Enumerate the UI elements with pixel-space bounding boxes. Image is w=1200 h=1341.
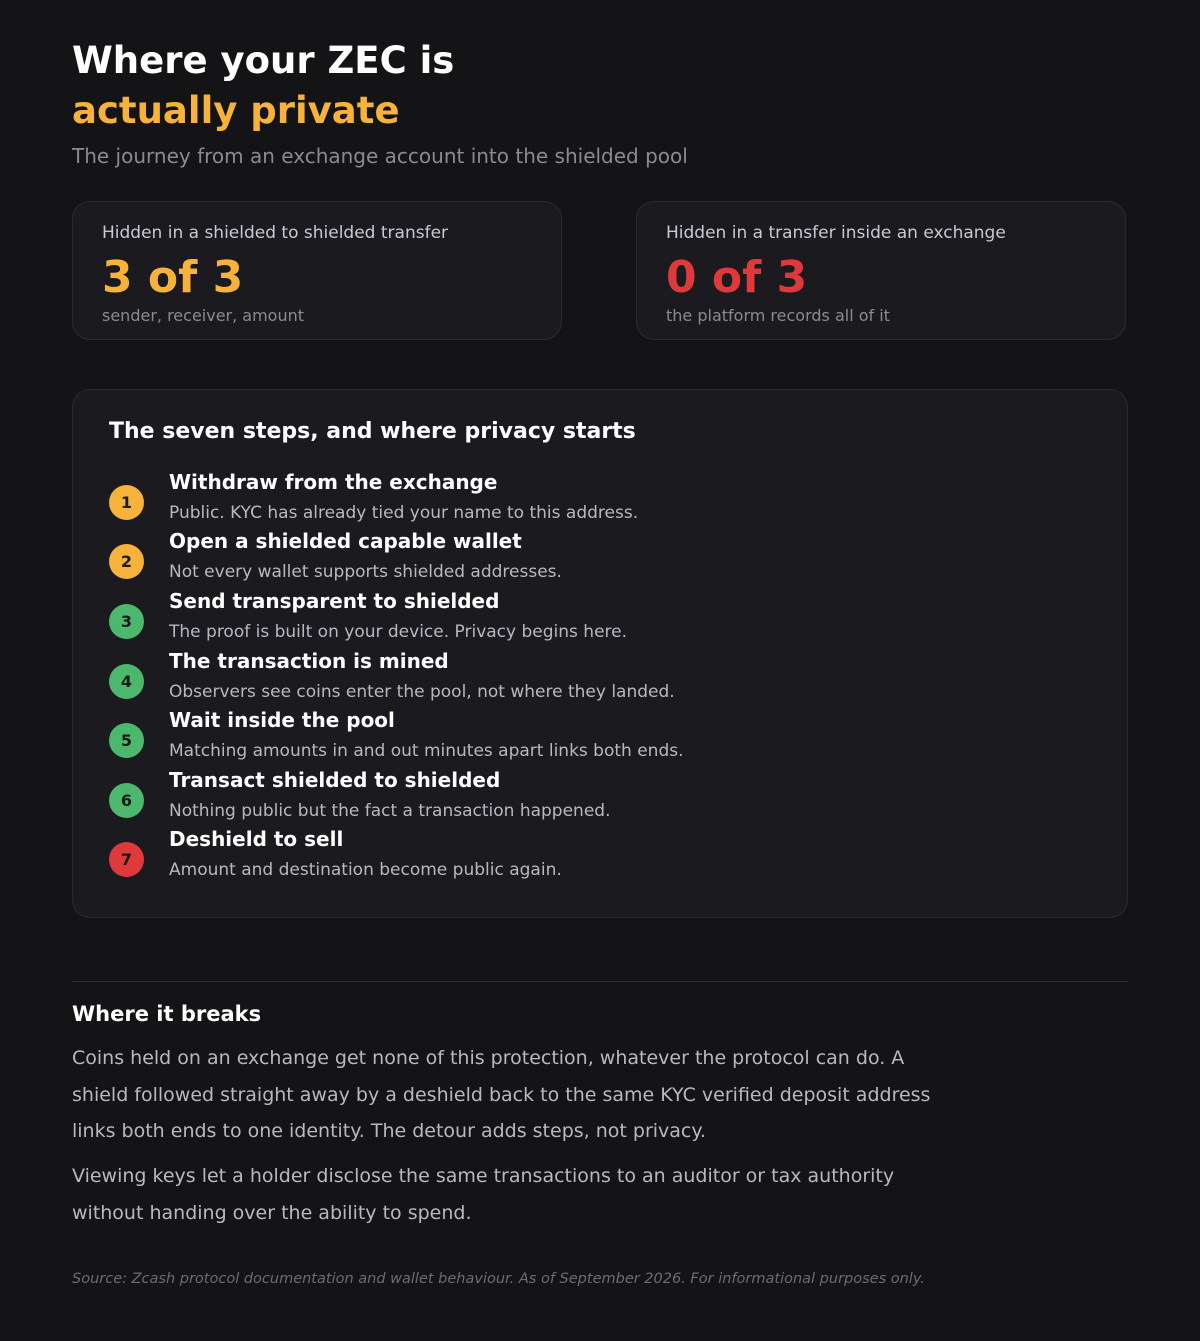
step-description: Nothing public but the fact a transaction happened.	[169, 801, 611, 821]
breaks-heading: Where it breaks	[72, 1002, 262, 1026]
step-number-badge: 4	[109, 664, 144, 699]
step-description: Matching amounts in and out minutes apart links both ends.	[169, 741, 684, 761]
step-title: Transact shielded to shielded	[169, 768, 501, 792]
step-number-badge: 5	[109, 723, 144, 758]
step-number-badge: 3	[109, 604, 144, 639]
step-number-badge: 6	[109, 783, 144, 818]
step-item	[109, 528, 1089, 588]
step-item	[109, 588, 1089, 648]
step-item	[109, 826, 1089, 886]
step-title: Wait inside the pool	[169, 708, 395, 732]
step-item	[109, 767, 1089, 827]
steps-card	[72, 389, 1128, 918]
breaks-paragraph: Coins held on an exchange get none of this protection, whatever the protocol can do. A shield followed straight away by a deshield back to the same KYC verified deposit address links both ends to one identity. The detour adds steps, not privacy.	[72, 1047, 931, 1142]
stat-value: 0 of 3	[666, 252, 808, 303]
stat-value: 3 of 3	[102, 252, 244, 303]
step-title: Withdraw from the exchange	[169, 470, 498, 494]
stat-note: the platform records all of it	[666, 306, 890, 325]
step-description: Public. KYC has already tied your name to this address.	[169, 503, 639, 523]
step-description: Observers see coins enter the pool, not where they landed.	[169, 682, 675, 702]
step-title: Deshield to sell	[169, 827, 344, 851]
page-title-highlight: actually private	[72, 89, 400, 132]
step-title: Open a shielded capable wallet	[169, 529, 522, 553]
step-item	[109, 648, 1089, 708]
stat-note: sender, receiver, amount	[102, 306, 305, 325]
step-number-badge: 2	[109, 544, 144, 579]
step-description: The proof is built on your device. Privacy begins here.	[169, 622, 628, 642]
step-description: Not every wallet supports shielded addresses.	[169, 562, 562, 582]
stat-label: Hidden in a transfer inside an exchange	[666, 223, 1006, 243]
step-item	[109, 707, 1089, 767]
step-description: Amount and destination become public again.	[169, 860, 562, 880]
page-subtitle: The journey from an exchange account into the shielded pool	[72, 144, 688, 168]
step-item	[109, 469, 1089, 529]
stat-card-exchange	[636, 201, 1126, 340]
section-divider	[72, 981, 1128, 982]
stat-card-shielded	[72, 201, 562, 340]
stat-label: Hidden in a shielded to shielded transfer	[102, 223, 449, 243]
steps-heading: The seven steps, and where privacy starts	[109, 419, 636, 444]
step-number-badge: 1	[109, 485, 144, 520]
step-title: The transaction is mined	[169, 649, 449, 673]
step-title: Send transparent to shielded	[169, 589, 500, 613]
page-title: Where your ZEC is	[72, 39, 455, 82]
step-number-badge: 7	[109, 842, 144, 877]
breaks-paragraph: Viewing keys let a holder disclose the same transactions to an auditor or tax authority without handing over the ability to spend.	[72, 1165, 895, 1224]
source-note: Source: Zcash protocol documentation and wallet behaviour. As of September 2026. For informational purposes only.	[72, 1271, 925, 1287]
